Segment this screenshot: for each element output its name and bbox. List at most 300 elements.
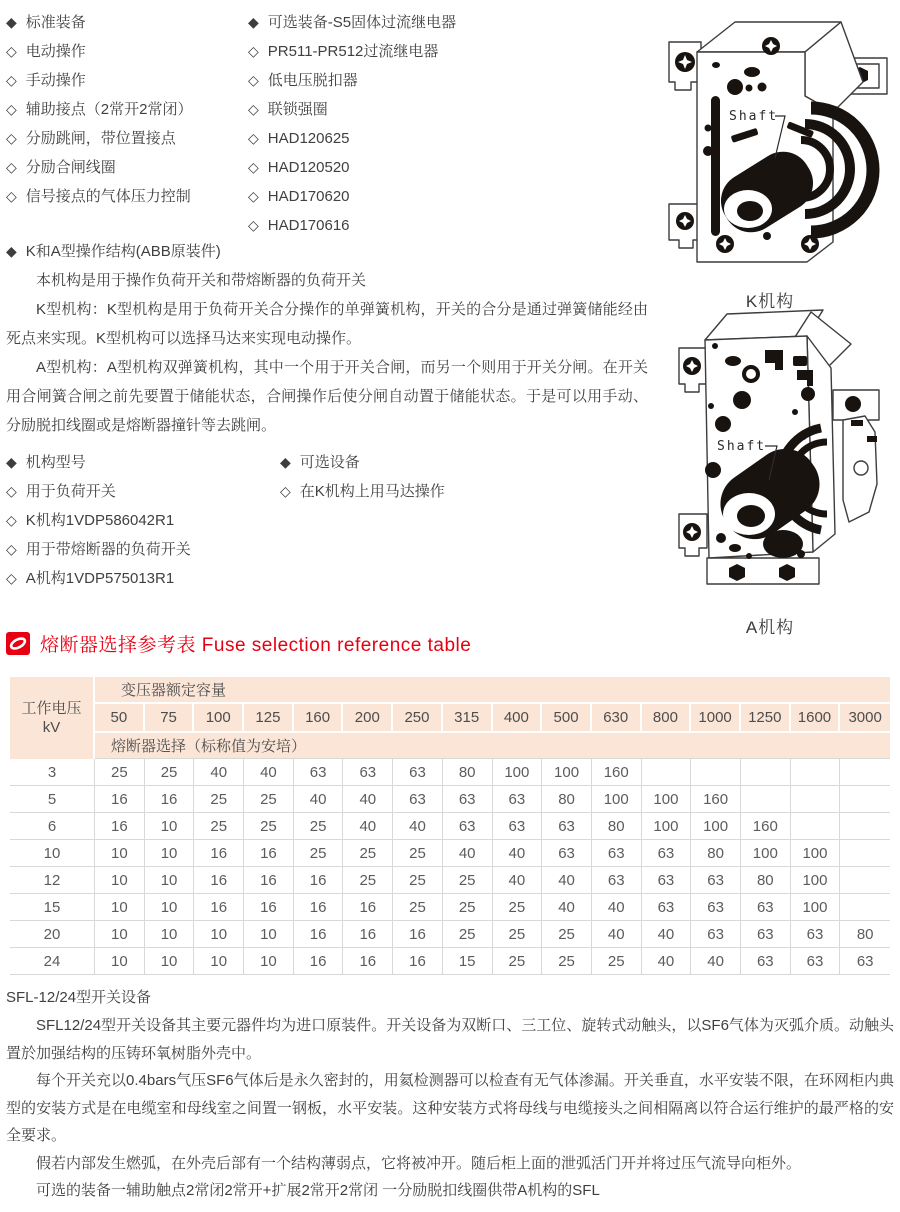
optional-equipment-items: [248, 37, 456, 240]
bottom-paragraph: 可选的装备一辅助触点2常闭2常开+扩展2常开2常闭 一分励脱扣线圈供带A机构的SFL: [36, 1182, 600, 1199]
star-bolt-icon: [716, 235, 734, 253]
detail-dot: [708, 403, 714, 409]
fuse-value-cell: 25: [244, 813, 294, 840]
detail-dot: [705, 125, 712, 132]
list-item: [6, 477, 191, 506]
detail-dot: [716, 533, 726, 543]
list-item: [6, 535, 191, 564]
fuse-value-cell: 40: [244, 759, 294, 786]
fuse-value-cell: [840, 894, 890, 921]
fuse-value-cell: [691, 759, 741, 786]
table-row: [10, 921, 890, 948]
fuse-value-cell: 16: [294, 867, 344, 894]
fuse-value-cell: 16: [95, 786, 145, 813]
bracket-hole: [854, 461, 868, 475]
fuse-value-cell: 63: [493, 813, 543, 840]
capacity-column-header: 400: [493, 704, 543, 733]
diamond-hollow-icon: ◇: [6, 483, 17, 499]
diamond-hollow-icon: ◇: [280, 483, 291, 499]
list-item: [248, 124, 456, 153]
mechanism-model-list: [6, 448, 191, 593]
fuse-value-cell: 63: [493, 786, 543, 813]
working-voltage-cell: 6: [10, 813, 95, 840]
shaft-label: Shaft: [717, 439, 767, 454]
fuse-value-cell: 63: [691, 921, 741, 948]
capacity-column-header: 315: [443, 704, 493, 733]
diamond-hollow-icon: ◇: [248, 72, 259, 88]
capacity-header-row: [10, 704, 890, 733]
fuse-value-cell: 63: [691, 867, 741, 894]
list-header: [6, 448, 191, 477]
list-item-label: A机构1VDP575013R1: [25, 570, 175, 587]
fuse-value-cell: 40: [493, 867, 543, 894]
fuse-value-cell: 25: [244, 786, 294, 813]
fuse-value-cell: 63: [592, 867, 642, 894]
list-header-label: 机构型号: [25, 454, 86, 471]
fuse-value-cell: 40: [343, 813, 393, 840]
k-mechanism-caption: K机构: [745, 292, 795, 311]
working-voltage-cell: 24: [10, 948, 95, 975]
detail-bolt: [727, 79, 743, 95]
list-item: [248, 66, 456, 95]
fuse-value-cell: 40: [194, 759, 244, 786]
fuse-value-cell: 63: [642, 867, 692, 894]
fuse-value-cell: [642, 759, 692, 786]
detail-block: [867, 436, 877, 442]
fuse-value-cell: 40: [642, 948, 692, 975]
bottom-paragraph: 假若内部发生燃弧，在外壳后部有一个结构薄弱点，它将被冲开。随后柜上面的泄弧活门开并将过压气流导向柜外。: [36, 1154, 802, 1172]
fuse-value-cell: 16: [393, 948, 443, 975]
fuse-value-cell: 25: [393, 894, 443, 921]
list-item: [248, 95, 456, 124]
fuse-value-cell: 10: [244, 921, 294, 948]
capacity-column-header: 75: [145, 704, 195, 733]
diamond-filled-icon: ◆: [6, 14, 17, 30]
k-mechanism-figure: [645, 8, 895, 311]
detail-dot: [725, 356, 741, 366]
working-voltage-cell: 3: [10, 759, 95, 786]
shaft-label: Shaft: [729, 109, 779, 124]
table-row: [10, 948, 890, 975]
star-bolt-icon: [762, 37, 780, 55]
list-item-label: HAD170616: [267, 217, 350, 234]
detail-dot: [746, 85, 753, 92]
fuse-value-cell: 16: [194, 840, 244, 867]
corner-header-line2: kV: [42, 719, 61, 736]
fuse-value-cell: 40: [691, 948, 741, 975]
fuse-value-cell: 100: [791, 840, 841, 867]
fuse-value-cell: [840, 759, 890, 786]
fuse-value-cell: 16: [194, 867, 244, 894]
equipment-lists: [6, 8, 457, 234]
detail-block: [851, 420, 863, 426]
list-item: [248, 211, 456, 240]
fuse-value-cell: 63: [393, 786, 443, 813]
capacity-column-header: 250: [393, 704, 443, 733]
table-row: [10, 759, 890, 786]
base-plate: [707, 558, 819, 584]
fuse-value-cell: 25: [443, 921, 493, 948]
bolt-dot: [845, 396, 861, 412]
diamond-filled-icon: ◆: [248, 14, 259, 30]
fuse-value-cell: 25: [592, 948, 642, 975]
fuse-value-cell: 25: [393, 840, 443, 867]
fuse-value-cell: 63: [840, 948, 890, 975]
optional-device-list: [280, 448, 445, 506]
working-voltage-cell: 15: [10, 894, 95, 921]
shaft-core: [737, 201, 763, 221]
diamond-hollow-icon: ◇: [6, 43, 17, 59]
fuse-value-cell: 40: [294, 786, 344, 813]
fuse-value-cell: 16: [343, 921, 393, 948]
detail-dot: [729, 544, 741, 552]
detail-dot: [763, 232, 771, 240]
diamond-filled-icon: ◆: [6, 454, 17, 470]
list-item-label: 联锁强圈: [267, 101, 328, 118]
diamond-filled-icon: ◆: [280, 454, 291, 470]
fuse-value-cell: 25: [443, 867, 493, 894]
list-item-label: 在K机构上用马达操作: [299, 483, 445, 500]
bottom-description: [6, 984, 894, 1205]
fuse-value-cell: 16: [95, 813, 145, 840]
model-lists: [6, 448, 445, 593]
bottom-title: SFL-12/24型开关设备: [6, 989, 152, 1006]
detail-dot: [715, 416, 731, 432]
fuse-value-cell: 10: [145, 948, 195, 975]
fuse-value-cell: 16: [244, 867, 294, 894]
list-item-label: 用于带熔断器的负荷开关: [25, 541, 191, 558]
list-item-label: 分励合闸线圈: [25, 159, 116, 176]
list-item-label: 电动操作: [25, 43, 86, 60]
standard-equipment-list: [6, 8, 192, 211]
fuse-value-cell: 10: [95, 921, 145, 948]
fuse-value-cell: 40: [592, 894, 642, 921]
capacity-group-header: 变压器额定容量: [95, 677, 890, 704]
fuse-value-cell: [840, 813, 890, 840]
list-item: [6, 95, 192, 124]
fuse-value-cell: 100: [691, 813, 741, 840]
brand-logo-icon: [6, 632, 30, 655]
capacity-column-header: 3000: [840, 704, 890, 733]
fuse-value-cell: 10: [95, 894, 145, 921]
working-voltage-cell: 12: [10, 867, 95, 894]
fuse-value-cell: 80: [542, 786, 592, 813]
table-row: [10, 840, 890, 867]
diamond-hollow-icon: ◇: [248, 130, 259, 146]
detail-dot: [705, 462, 721, 478]
list-item: [248, 153, 456, 182]
table-row: [10, 786, 890, 813]
a-mechanism-drawing: [645, 308, 895, 606]
fuse-value-cell: 10: [145, 840, 195, 867]
detail-dot: [744, 67, 760, 77]
fuse-value-cell: 10: [145, 921, 195, 948]
fuse-value-cell: 63: [741, 894, 791, 921]
fuse-value-cell: 16: [393, 921, 443, 948]
fuse-value-cell: 10: [194, 921, 244, 948]
fuse-value-cell: 40: [443, 840, 493, 867]
fuse-value-cell: 63: [542, 813, 592, 840]
fuse-value-cell: 25: [393, 867, 443, 894]
list-item: [6, 66, 192, 95]
fuse-value-cell: 25: [194, 813, 244, 840]
diamond-hollow-icon: ◇: [6, 541, 17, 557]
vertical-slot: [711, 96, 720, 236]
corner-header-line1: 工作电压: [21, 700, 82, 717]
fuse-value-cell: 63: [691, 894, 741, 921]
fuse-value-cell: 100: [493, 759, 543, 786]
fuse-value-cell: 25: [294, 813, 344, 840]
fuse-value-cell: [741, 759, 791, 786]
list-item-label: 手动操作: [25, 72, 86, 89]
fuse-value-cell: [791, 759, 841, 786]
detail-dot: [792, 409, 798, 415]
section-header-label: K和A型操作结构(ABB原装件): [25, 243, 221, 260]
section-title: 熔断器选择参考表 Fuse selection reference table: [40, 635, 472, 656]
section-header: [6, 237, 648, 266]
list-item: [6, 124, 192, 153]
fuse-value-cell: 63: [791, 921, 841, 948]
fuse-table-body: [10, 759, 890, 975]
detail-dot: [746, 553, 752, 559]
star-bolt-icon: [683, 357, 701, 375]
fuse-value-cell: 25: [343, 840, 393, 867]
detail-dot: [712, 62, 720, 68]
fuse-value-cell: 40: [393, 813, 443, 840]
fuse-value-cell: 80: [691, 840, 741, 867]
fuse-value-cell: 63: [642, 894, 692, 921]
fuse-value-cell: 160: [592, 759, 642, 786]
list-item-label: K机构1VDP586042R1: [25, 512, 175, 529]
list-item-label: 用于负荷开关: [25, 483, 116, 500]
list-item: [280, 477, 445, 506]
capacity-column-header: 160: [294, 704, 344, 733]
fuse-value-cell: [791, 813, 841, 840]
diamond-hollow-icon: ◇: [6, 570, 17, 586]
fuse-value-cell: 25: [493, 921, 543, 948]
standard-equipment-items: [6, 37, 192, 211]
list-header-label: 可选装备-S5固体过流继电器: [267, 14, 457, 31]
fuse-value-cell: 25: [343, 867, 393, 894]
fuse-section-header: [6, 630, 471, 657]
mechanism-paragraph: K型机构：K型机构是用于负荷开关合分操作的单弹簧机构，开关的合分是通过弹簧储能经由死点来实现。K型机构可以选择马达来实现电动操作。: [6, 301, 648, 347]
fuse-value-cell: 40: [493, 840, 543, 867]
diamond-hollow-icon: ◇: [248, 43, 259, 59]
mechanism-paragraph: A型机构：A型机构双弹簧机构，其中一个用于开关合闸，而另一个则用于开关分闸。在开关用合闸簧合闸之前先要置于储能状态，合闸操作后使分闸自动置于储能状态。于是可以用手动、分励脱扣线圈或是熔断器撞针等去跳闸。: [6, 359, 648, 434]
fuse-value-cell: 63: [741, 921, 791, 948]
capacity-column-header: 630: [592, 704, 642, 733]
table-row: [10, 813, 890, 840]
fuse-value-cell: 10: [95, 867, 145, 894]
star-bolt-icon: [683, 523, 701, 541]
diamond-hollow-icon: ◇: [248, 217, 259, 233]
a-mechanism-caption: A机构: [745, 618, 795, 637]
diamond-hollow-icon: ◇: [6, 101, 17, 117]
fuse-value-cell: 10: [145, 867, 195, 894]
fuse-value-cell: 25: [443, 894, 493, 921]
fuse-value-cell: 63: [642, 840, 692, 867]
table-row: [10, 867, 890, 894]
capacity-column-header: 1250: [741, 704, 791, 733]
fuse-value-cell: 63: [294, 759, 344, 786]
fuse-value-cell: 80: [840, 921, 890, 948]
fuse-value-cell: 63: [592, 840, 642, 867]
list-item: [6, 153, 192, 182]
mechanism-model-items: [6, 477, 191, 593]
detail-block: [793, 356, 807, 366]
detail-dot: [712, 343, 718, 349]
list-header-label: 可选设备: [299, 454, 360, 471]
capacity-column-header: 50: [95, 704, 145, 733]
fuse-value-cell: 16: [145, 786, 195, 813]
fuse-value-cell: 100: [642, 786, 692, 813]
capacity-column-header: 1600: [791, 704, 841, 733]
list-item: [6, 37, 192, 66]
fuse-value-cell: 16: [294, 948, 344, 975]
fuse-value-cell: 16: [343, 948, 393, 975]
fuse-value-cell: 100: [542, 759, 592, 786]
fuse-value-cell: 25: [95, 759, 145, 786]
fuse-value-cell: 160: [741, 813, 791, 840]
list-item-label: 辅助接点（2常开2常闭）: [25, 101, 193, 118]
working-voltage-cell: 5: [10, 786, 95, 813]
fuse-value-cell: 25: [493, 894, 543, 921]
detail-dot: [758, 83, 767, 92]
list-item-label: 信号接点的气体压力控制: [25, 188, 191, 205]
list-header-label: 标准装备: [25, 14, 86, 31]
list-item-label: 低电压脱扣器: [267, 72, 358, 89]
fuse-value-cell: 100: [791, 867, 841, 894]
diamond-hollow-icon: ◇: [248, 101, 259, 117]
working-voltage-cell: 20: [10, 921, 95, 948]
fuse-table-wrap: [10, 677, 890, 975]
fuse-value-cell: 10: [244, 948, 294, 975]
fuse-value-cell: 63: [791, 948, 841, 975]
working-voltage-cell: 10: [10, 840, 95, 867]
fuse-value-cell: 63: [443, 786, 493, 813]
detail-dot: [733, 391, 751, 409]
list-header: [6, 8, 192, 37]
fuse-value-cell: 100: [642, 813, 692, 840]
fuse-value-cell: 40: [542, 894, 592, 921]
list-item: [6, 182, 192, 211]
detail-dot: [763, 530, 803, 558]
list-item-label: PR511-PR512过流继电器: [267, 43, 439, 60]
fuse-value-cell: 16: [294, 894, 344, 921]
star-bolt-icon: [676, 212, 694, 230]
list-header: [248, 8, 456, 37]
fuse-value-cell: 10: [95, 948, 145, 975]
fuse-value-cell: 16: [343, 894, 393, 921]
fuse-value-cell: 16: [294, 921, 344, 948]
fuse-value-cell: 40: [343, 786, 393, 813]
list-item-label: 分励跳闸，带位置接点: [25, 130, 176, 147]
list-header: [280, 448, 445, 477]
capacity-column-header: 100: [194, 704, 244, 733]
fuse-value-cell: 80: [741, 867, 791, 894]
fuse-value-cell: 63: [741, 948, 791, 975]
fuse-value-cell: 16: [194, 894, 244, 921]
k-mechanism-drawing: [645, 8, 895, 280]
diamond-hollow-icon: ◇: [6, 188, 17, 204]
optional-device-items: [280, 477, 445, 506]
list-item-label: HAD120625: [267, 130, 350, 147]
fuse-value-cell: 10: [145, 813, 195, 840]
capacity-column-header: 125: [244, 704, 294, 733]
fuse-value-cell: [840, 867, 890, 894]
corner-header: [10, 677, 95, 759]
diamond-hollow-icon: ◇: [6, 130, 17, 146]
fuse-value-cell: 10: [95, 840, 145, 867]
fuse-value-cell: 160: [691, 786, 741, 813]
capacity-column-header: 200: [343, 704, 393, 733]
diamond-hollow-icon: ◇: [6, 159, 17, 175]
fuse-value-cell: 25: [542, 948, 592, 975]
diamond-hollow-icon: ◇: [248, 159, 259, 175]
fuse-subheader: 熔断器选择（标称值为安培）: [95, 733, 890, 759]
fuse-value-cell: [840, 840, 890, 867]
capacity-column-header: 1000: [691, 704, 741, 733]
fuse-value-cell: 25: [145, 759, 195, 786]
bottom-paragraph: 每个开关充以0.4bars气压SF6气体后是永久密封的，用氦检测器可以检查有无气体渗漏。开关垂直，水平安装不限，在环网柜内典型的安装方式是在电缆室和母线室之间置一钢板，水平安装。这种安装方式将母线与电缆接头之间相隔离以符合运行维护的最严格的安全要求。: [6, 1072, 894, 1144]
list-item-label: HAD120520: [267, 159, 350, 176]
fuse-value-cell: 63: [443, 813, 493, 840]
fuse-value-cell: [840, 786, 890, 813]
fuse-value-cell: 25: [542, 921, 592, 948]
fuse-value-cell: 100: [592, 786, 642, 813]
detail-ring: [744, 367, 758, 381]
mechanism-section: [6, 237, 648, 440]
fuse-value-cell: 40: [642, 921, 692, 948]
capacity-column-header: 500: [542, 704, 592, 733]
detail-dot: [801, 387, 815, 401]
fuse-table: [10, 677, 890, 975]
fuse-value-cell: 25: [493, 948, 543, 975]
fuse-value-cell: [791, 786, 841, 813]
detail-dot: [703, 146, 713, 156]
fuse-value-cell: 10: [145, 894, 195, 921]
optional-equipment-list: [248, 8, 456, 240]
diamond-hollow-icon: ◇: [6, 512, 17, 528]
fuse-value-cell: 80: [592, 813, 642, 840]
fuse-value-cell: [741, 786, 791, 813]
fuse-value-cell: 100: [741, 840, 791, 867]
star-bolt-icon: [675, 52, 695, 72]
fuse-value-cell: 100: [791, 894, 841, 921]
fuse-value-cell: 63: [393, 759, 443, 786]
fuse-value-cell: 40: [542, 867, 592, 894]
bottom-paragraph: SFL12/24型开关设备其主要元器件均为进口原装件。开关设备为双断口、三工位、旋转式动触头，以SF6气体为灭弧介质。动触头置於加强结构的压铸环氧树脂外壳中。: [6, 1017, 894, 1062]
fuse-value-cell: 63: [542, 840, 592, 867]
list-item: [6, 506, 191, 535]
diamond-hollow-icon: ◇: [6, 72, 17, 88]
fuse-value-cell: 63: [343, 759, 393, 786]
list-item: [248, 37, 456, 66]
fuse-value-cell: 10: [194, 948, 244, 975]
star-bolt-icon: [801, 235, 819, 253]
list-item: [6, 564, 191, 593]
diamond-hollow-icon: ◇: [248, 188, 259, 204]
list-item-label: HAD170620: [267, 188, 350, 205]
list-item: [248, 182, 456, 211]
fuse-value-cell: 15: [443, 948, 493, 975]
fuse-value-cell: 40: [592, 921, 642, 948]
mechanism-paragraph: 本机构是用于操作负荷开关和带熔断器的负荷开关: [36, 272, 367, 289]
fuse-value-cell: 16: [244, 894, 294, 921]
fuse-value-cell: 80: [443, 759, 493, 786]
fuse-value-cell: 16: [244, 840, 294, 867]
a-mechanism-figure: [645, 308, 895, 637]
